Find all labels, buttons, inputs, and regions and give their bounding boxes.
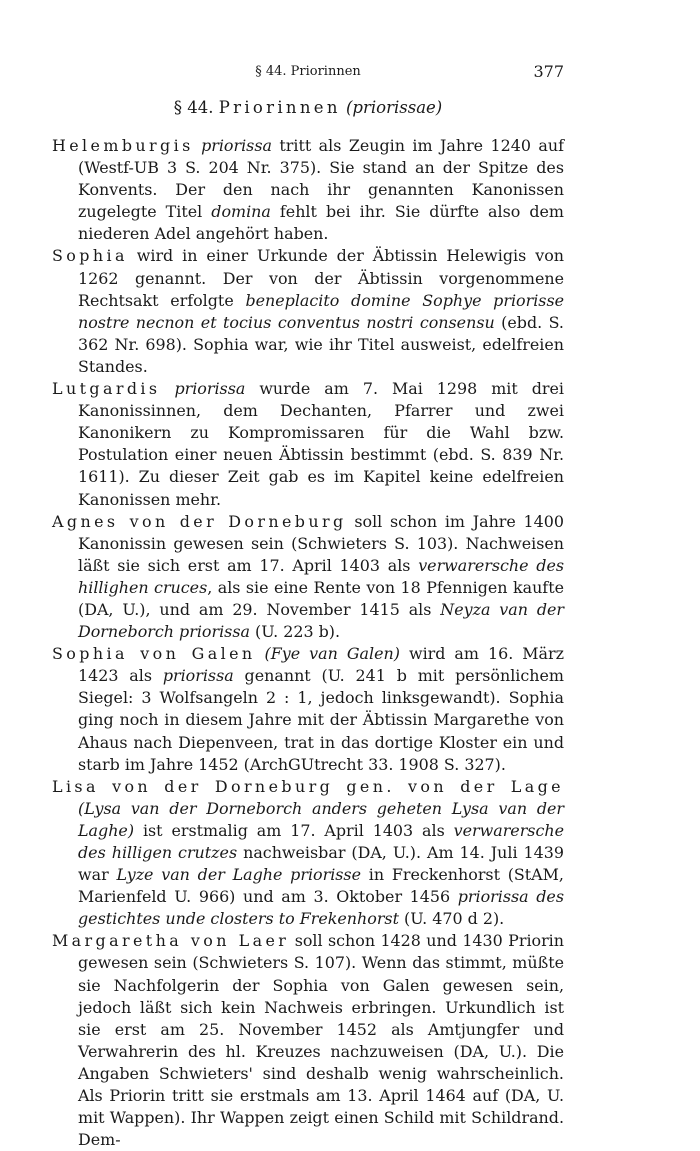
running-head	[52, 64, 564, 84]
entry-helemburgis	[52, 135, 564, 245]
person-name: Margaretha von Laer	[52, 931, 290, 951]
entry-text: fehlt bei ihr. Sie dürfte also dem niederen Adel angehört haben.	[78, 202, 564, 244]
entry-text: genannt (U. 241 b mit persönlichem Siegel: 3 Wolfsangeln 2 : 1, jedoch linksgewandt). Sophia ging noch in diesem Jahre mit der Äbtissin Margarethe von Ahaus nach Diepenveen, trat in das dortige Kloster ein und starb im Jahre 1452 (ArchGUtrecht 33. 1908 S. 327).	[78, 666, 564, 774]
entry-text: in Freckenhorst (StAM, Marienfeld U. 966) und am 3. Oktober 1456	[78, 865, 564, 907]
entry-text: wird in einer Urkunde der Äbtissin Helewigis von 1262 genannt. Der von der Äbtissin vorgenommene Rechtsakt erfolgte	[78, 246, 564, 310]
entry-margaretha-von-laer	[52, 930, 564, 1151]
page-number: 377	[533, 62, 564, 81]
running-head-title: § 44. Priorinnen	[255, 64, 361, 79]
entry-text: tritt als Zeugin im Jahre 1240 auf (Westf-UB 3 S. 204 Nr. 375). Sie stand an der Spitze des Konvents. Der den nach ihr genannten Kanonissen zugelegte Titel	[78, 136, 564, 222]
italic-quote: Neyza van der Dorneborch priorissa	[78, 599, 565, 642]
entry-text: wurde am 7. Mai 1298 mit drei Kanonissinnen, dem Dechanten, Pfarrer und zwei Kanonikern zu Kompromissaren für die Wahl bzw. Postulation einer neuen Äbtissin bestimmt (ebd. S. 839 Nr. 1611). Zu dieser Zeit gab es im Kapitel keine edelfreien Kanonissen mehr.	[78, 379, 564, 509]
entry-text: soll schon im Jahre 1400 Kanonissin gewesen sein (Schwieters S. 103). Nachweisen läßt sie sich erst am 17. April 1403 als	[78, 511, 564, 575]
person-name: Sophia von Galen	[52, 644, 256, 664]
section-heading	[52, 98, 564, 117]
italic-quote: Lyze van der Laghe priorisse	[116, 865, 361, 885]
entry-agnes-von-der-dorneburg	[52, 511, 564, 644]
entry-text: (U. 470 d 2).	[398, 909, 505, 929]
entry-text: , als sie eine Rente von 18 Pfennigen kaufte (DA, U.), und am 29. November 1415 als	[78, 577, 564, 619]
entry-lutgardis	[52, 378, 564, 511]
entry-list	[52, 135, 564, 1151]
person-name: Lutgardis	[52, 379, 161, 399]
entry-text: soll schon 1428 und 1430 Priorin gewesen sein (Schwieters S. 107). Wenn das stimmt, müßte sie Nachfolgerin der Sophia von Galen gewesen sein, jedoch läßt sich kein Nachweis erbringen. Urkundlich ist sie erst am 25. November 1452 als Amtjungfer und Verwahrerin des hl. Kreuzes nachzuweisen (DA, U.). Die Angaben Schwieters' sind deshalb wenig wahrscheinlich. Als Priorin tritt sie erstmals am 13. April 1464 auf (DA, U. mit Wappen). Ihr Wappen zeigt einen Schild mit Schildrand. Dem-	[78, 931, 565, 1150]
italic-quote: verwarersche des hilligen crutzes	[78, 820, 564, 862]
italic-term: priorissa	[162, 666, 234, 686]
person-name: Helemburgis	[52, 136, 194, 155]
italic-term: domina	[211, 202, 271, 222]
entry-sophia	[52, 245, 564, 378]
entry-text: nachweisbar (DA, U.). Am 14. Juli 1439 war	[78, 843, 564, 885]
italic-quote: priorissa des gestichtes unde closters to Frekenhorst	[78, 887, 564, 929]
person-name: Sophia	[52, 246, 128, 266]
person-name: Agnes von der Dorneburg	[52, 511, 347, 531]
entry-sophia-von-galen	[52, 643, 564, 776]
latin-quote: beneplacito domine Sophye priorisse nostre necnon et tocius conventus nostri consensu	[78, 290, 564, 332]
entry-lisa-von-der-dorneburg	[52, 776, 564, 931]
person-name: Lisa von der Dorneburg gen. von der Lage	[52, 776, 564, 796]
entry-text: (U. 223 b).	[249, 622, 341, 642]
italic-term: priorissa	[201, 136, 272, 155]
entry-text: (ebd. S. 362 Nr. 698). Sophia war, wie ihr Titel ausweist, edelfreien Standes.	[78, 312, 564, 376]
section-subtitle: (priorissae)	[346, 98, 443, 117]
entry-text: wird am 16. März 1423 als	[78, 644, 564, 686]
section-number: § 44.	[173, 98, 214, 117]
italic-term: priorissa	[174, 379, 246, 399]
section-title: Priorinnen	[218, 98, 341, 117]
italic-quote: (Fye van Galen)	[264, 644, 400, 664]
italic-quote: (Lysa van der Dorneborch anders geheten Lysa van der Laghe)	[78, 798, 564, 840]
italic-quote: verwarersche des hillighen cruces	[78, 555, 565, 597]
entry-text: ist erstmalig am 17. April 1403 als	[134, 820, 454, 840]
